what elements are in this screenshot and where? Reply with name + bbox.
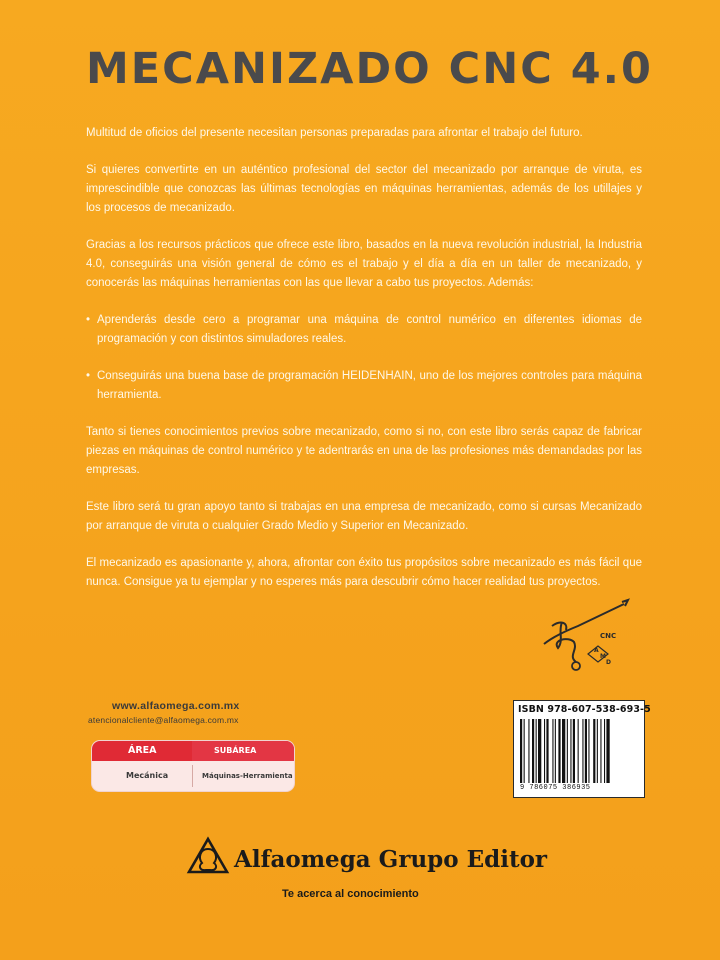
area-badge bbox=[92, 741, 294, 791]
email-link[interactable]: atencionalcliente@alfaomega.com.mx bbox=[88, 715, 239, 725]
bullet-text: Aprenderás desde cero a programar una máquina de control numérico en diferentes idiomas de programación y con distintos simuladores reales. bbox=[97, 314, 642, 345]
logo-letter: M bbox=[600, 653, 606, 660]
logo-letter: A bbox=[594, 647, 599, 654]
isbn-number: ISBN 978-607-538-693-5 bbox=[518, 704, 651, 715]
barcode-number: 9 786075 386935 bbox=[520, 784, 591, 792]
paragraph: Este libro será tu gran apoyo tanto si trabajas en una empresa de mecanizado, como si cursas Mecanizado por arranque de viruta o cualquier Grado Medio y Superior en Mecanizado. bbox=[86, 501, 642, 532]
barcode-bar bbox=[573, 719, 575, 783]
barcode-bar bbox=[536, 719, 537, 783]
barcode-icon bbox=[520, 719, 638, 783]
barcode-bar bbox=[600, 719, 601, 783]
barcode-bar bbox=[528, 719, 529, 783]
barcode-bar bbox=[538, 719, 541, 783]
isbn-barcode-box bbox=[513, 700, 651, 798]
barcode-bar bbox=[562, 719, 565, 783]
book-description bbox=[86, 124, 642, 610]
barcode-bar bbox=[585, 719, 587, 783]
area-value: Mecánica bbox=[126, 771, 169, 780]
paragraph: El mecanizado es apasionante y, ahora, afrontar con éxito tus propósitos sobre mecanizado es más fácil que nunca. Consigue ya tu ejemplar y no esperes más para descubrir cómo hacer realidad tus proyectos. bbox=[86, 557, 642, 588]
barcode-bar bbox=[582, 719, 583, 783]
barcode-bar bbox=[558, 719, 560, 783]
barcode-bar bbox=[567, 719, 568, 783]
publisher-name: Alfaomega Grupo Editor bbox=[234, 846, 548, 873]
paragraph: Multitud de oficios del presente necesitan personas preparadas para afrontar el trabajo del futuro. bbox=[86, 127, 583, 139]
barcode-bar bbox=[544, 719, 545, 783]
barcode-bar bbox=[570, 719, 571, 783]
barcode-bar bbox=[578, 719, 579, 783]
barcode-bar bbox=[546, 719, 548, 783]
barcode-bar bbox=[524, 719, 525, 783]
barcode-bar bbox=[593, 719, 595, 783]
bullet-symbol: • bbox=[86, 314, 91, 326]
signature-logo-icon bbox=[538, 596, 634, 672]
alfaomega-logo-icon bbox=[186, 836, 230, 876]
barcode-bar bbox=[520, 719, 522, 783]
subarea-value: Máquinas-Herramienta bbox=[202, 772, 293, 780]
paragraph: Gracias a los recursos prácticos que ofrece este libro, basados en la nueva revolución industrial, la Industria 4.0, conseguirás una visión general de cómo es el trabajo y el día a día en un taller de mecanizado, y conocerás las máquinas herramientas con las que llevar a cabo tus proyectos. Además: bbox=[86, 239, 642, 289]
barcode-bar bbox=[552, 719, 553, 783]
barcode-bar bbox=[588, 719, 589, 783]
barcode-bar bbox=[604, 719, 605, 783]
logo-letter: D bbox=[606, 659, 611, 666]
website-link[interactable]: www.alfaomega.com.mx bbox=[112, 700, 240, 712]
barcode-bar bbox=[606, 719, 609, 783]
subarea-label: SUBÁREA bbox=[214, 746, 257, 755]
book-title: MECANIZADO CNC 4.0 bbox=[86, 44, 653, 94]
paragraph: Tanto si tienes conocimientos previos sobre mecanizado, como si no, con este libro serás capaz de fabricar piezas en máquinas de control numérico y te adentrarás en una de las profesiones más demandadas por las empresas. bbox=[86, 426, 642, 476]
paragraph: Si quieres convertirte en un auténtico profesional del sector del mecanizado por arranque de viruta, es imprescindible que conozcas las últimas tecnologías en máquinas herramientas, además de los utillajes y los procesos de mecanizado. bbox=[86, 164, 642, 214]
barcode-bar bbox=[597, 719, 598, 783]
divider bbox=[192, 765, 193, 787]
barcode-bar bbox=[555, 719, 556, 783]
bullet-symbol: • bbox=[86, 370, 91, 382]
publisher-tagline: Te acerca al conocimiento bbox=[282, 888, 419, 900]
barcode-bar bbox=[532, 719, 534, 783]
logo-text-top: CNC bbox=[600, 632, 617, 640]
bullet-item bbox=[86, 311, 642, 349]
bullet-text: Conseguirás una buena base de programación HEIDENHAIN, uno de los mejores controles para máquina herramienta. bbox=[97, 370, 642, 401]
bullet-item bbox=[86, 367, 642, 405]
area-label: ÁREA bbox=[128, 745, 157, 756]
